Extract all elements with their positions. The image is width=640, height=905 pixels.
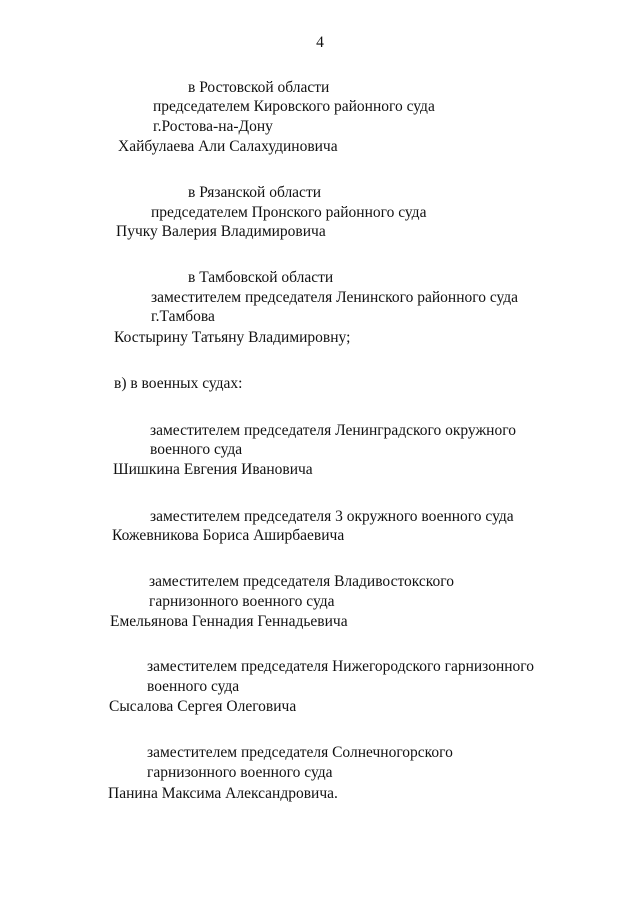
position-line: военного суда bbox=[147, 678, 240, 695]
position-line: заместителем председателя Ленинградского окружного bbox=[150, 422, 516, 439]
position-line: заместителем председателя Ленинского районного суда bbox=[151, 289, 519, 306]
region-line: в Рязанской области bbox=[188, 184, 322, 201]
region-line: в Тамбовской области bbox=[188, 269, 334, 286]
person-name: Панина Максима Александровича. bbox=[108, 785, 338, 802]
section-heading: в) в военных судах: bbox=[114, 375, 243, 392]
person-name: Кожевникова Бориса Аширбаевича bbox=[112, 527, 345, 544]
position-line: заместителем председателя 3 окружного военного суда bbox=[150, 508, 514, 525]
position-line: гарнизонного военного суда bbox=[149, 593, 335, 610]
position-line: гарнизонного военного суда bbox=[147, 764, 333, 781]
person-name: Хайбулаева Али Салахудиновича bbox=[118, 138, 338, 155]
region-line: в Ростовской области bbox=[188, 79, 330, 96]
position-line: председателем Кировского районного суда bbox=[153, 98, 435, 115]
position-line: г.Тамбова bbox=[151, 308, 215, 325]
position-line: г.Ростова-на-Дону bbox=[153, 118, 273, 135]
person-name: Шишкина Евгения Ивановича bbox=[113, 461, 313, 478]
position-line: заместителем председателя Владивостокского bbox=[149, 573, 455, 590]
person-name: Костырину Татьяну Владимировну; bbox=[114, 329, 351, 346]
person-name: Пучку Валерия Владимировича bbox=[116, 223, 326, 240]
position-line: заместителем председателя Нижегородского гарнизонного bbox=[147, 658, 535, 675]
person-name: Емельянова Геннадия Геннадьевича bbox=[110, 613, 348, 630]
position-line: председателем Пронского районного суда bbox=[151, 204, 427, 221]
position-line: военного суда bbox=[150, 441, 243, 458]
person-name: Сысалова Сергея Олеговича bbox=[109, 698, 297, 715]
page-number: 4 bbox=[316, 34, 324, 51]
position-line: заместителем председателя Солнечногорского bbox=[147, 744, 453, 761]
